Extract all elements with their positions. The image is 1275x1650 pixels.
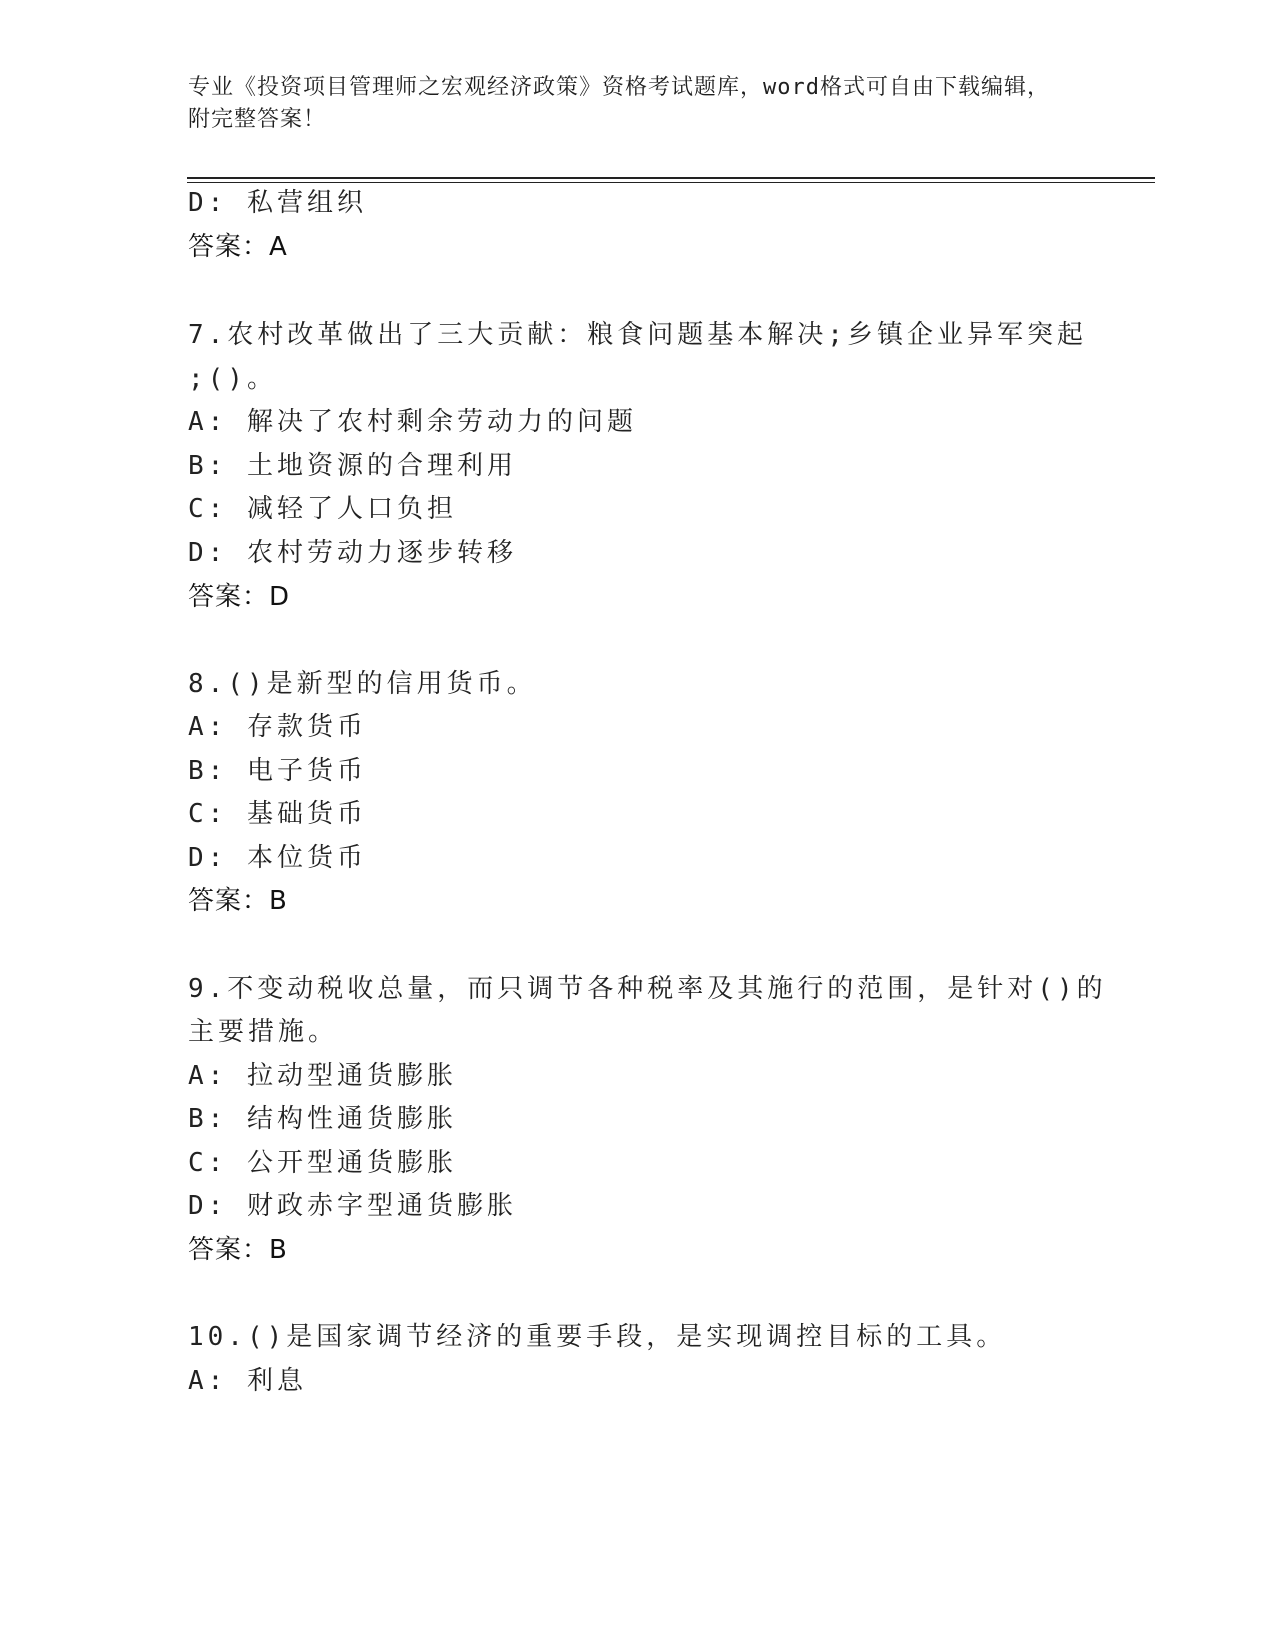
q7-option-b: B: 土地资源的合理利用 — [188, 451, 517, 481]
q9-option-b: B: 结构性通货膨胀 — [188, 1104, 457, 1134]
q9-option-c: C: 公开型通货膨胀 — [188, 1148, 457, 1178]
q7-stem-line2: ;()。 — [188, 364, 277, 394]
page-header-text: 专业《投资项目管理师之宏观经济政策》资格考试题库，word格式可自由下载编辑，附完整答案！ — [188, 75, 1050, 132]
q7-option-c: C: 减轻了人口负担 — [188, 494, 457, 524]
q9-stem-line1: 9.不变动税收总量，而只调节各种税率及其施行的范围，是针对()的 — [188, 974, 1107, 1004]
q7-option-d: D: 农村劳动力逐步转移 — [188, 538, 517, 568]
q6-answer: 答案：A — [188, 232, 288, 262]
q9-option-a: A: 拉动型通货膨胀 — [188, 1061, 457, 1091]
header-divider-thick — [187, 177, 1155, 179]
header-divider-thin — [187, 182, 1155, 183]
q10-stem: 10.()是国家调节经济的重要手段，是实现调控目标的工具。 — [188, 1322, 1007, 1352]
q8-option-c: C: 基础货币 — [188, 799, 367, 829]
q9-stem-line2: 主要措施。 — [188, 1017, 339, 1047]
q10-option-a: A: 利息 — [188, 1366, 307, 1396]
q6-option-d: D: 私营组织 — [188, 188, 367, 218]
q9-option-d: D: 财政赤字型通货膨胀 — [188, 1191, 517, 1221]
q7-stem-line1: 7.农村改革做出了三大贡献：粮食问题基本解决;乡镇企业异军突起 — [188, 320, 1087, 350]
q8-option-d: D: 本位货币 — [188, 843, 367, 873]
q8-answer: 答案：B — [188, 886, 288, 916]
q7-answer: 答案：D — [188, 582, 291, 612]
q9-answer: 答案：B — [188, 1235, 288, 1265]
q7-option-a: A: 解决了农村剩余劳动力的问题 — [188, 407, 637, 437]
q8-stem: 8.()是新型的信用货币。 — [188, 669, 537, 699]
q8-option-a: A: 存款货币 — [188, 712, 367, 742]
q8-option-b: B: 电子货币 — [188, 756, 367, 786]
